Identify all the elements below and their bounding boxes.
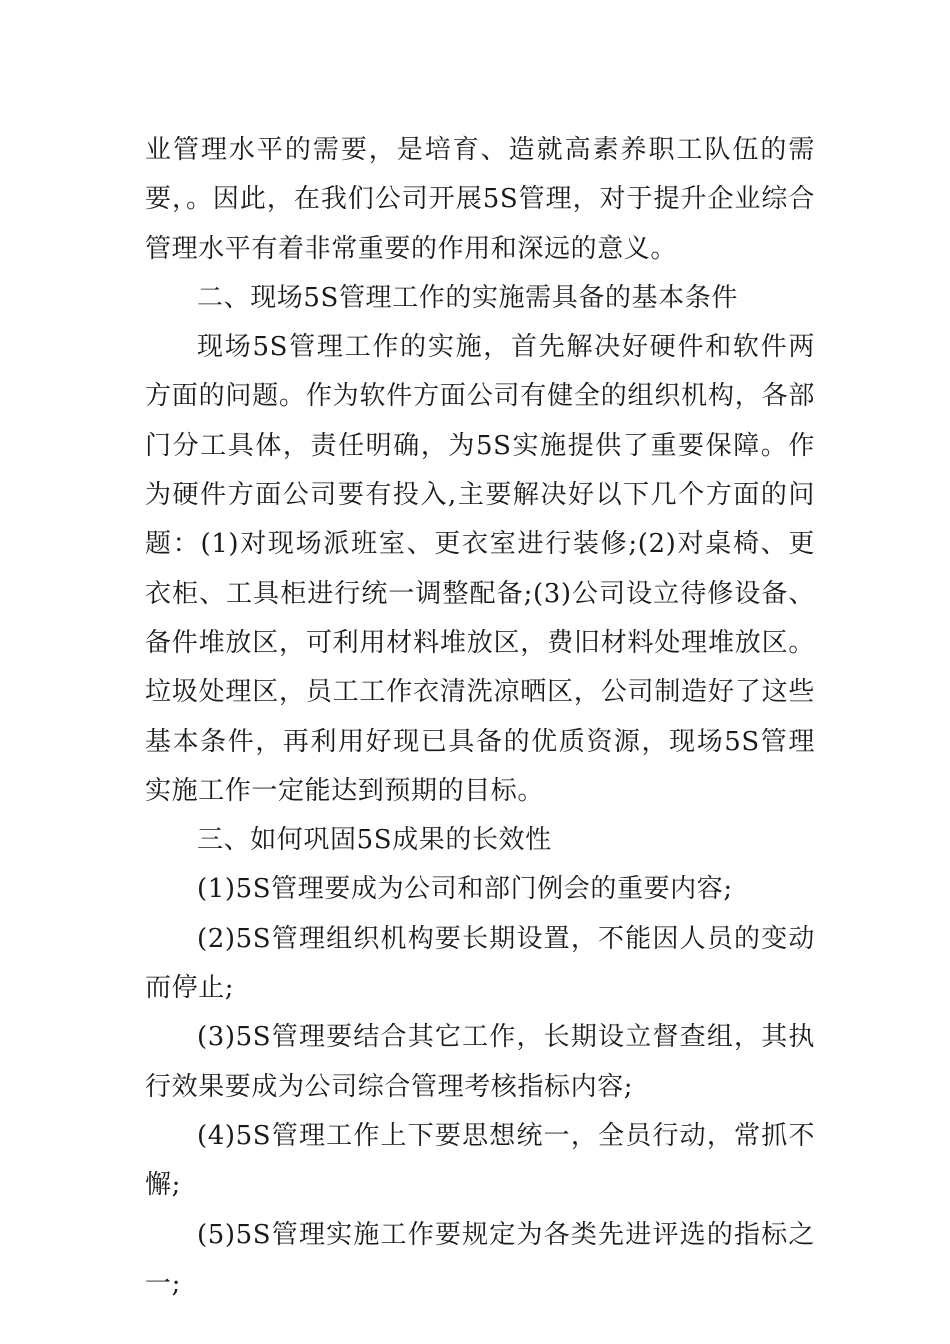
list-item-5: (5)5S管理实施工作要规定为各类先进评选的指标之一; (145, 1219, 815, 1299)
document-body (145, 126, 815, 1309)
list-item-1: (1)5S管理要成为公司和部门例会的重要内容; (197, 874, 733, 905)
list-item-3: (3)5S管理要结合其它工作，长期设立督查组，其执行效果要成为公司综合管理考核指标内容; (145, 1022, 815, 1102)
paragraph-continuation: 业管理水平的需要，是培育、造就高素养职工队伍的需要，。因此，在我们公司开展5S管理，对于提升企业综合管理水平有着非常重要的作用和深远的意义。 (145, 135, 815, 264)
section-heading-three: 三、如何巩固5S成果的长效性 (197, 825, 552, 856)
list-item-2: (2)5S管理组织机构要长期设置，不能因人员的变动而停止; (145, 923, 815, 1004)
section-heading-two: 二、现场5S管理工作的实施需具备的基本条件 (197, 282, 738, 313)
list-item-4: (4)5S管理工作上下要思想统一，全员行动，常抓不懈; (145, 1120, 815, 1201)
paragraph-conditions: 现场5S管理工作的实施，首先解决好硬件和软件两方面的问题。作为软件方面公司有健全的组织机构，各部门分工具体，责任明确，为5S实施提供了重要保障。作为硬件方面公司要有投入,主要解决好以下几个方面的问题：(1)对现场派班室、更衣室进行装修;(2)对桌椅、更衣柜、工具柜进行统一调整配备;(3)公司设立待修设备、备件堆放区，可利用材料堆放区，费旧材料处理堆放区。垃圾处理区，员工工作衣清洗凉晒区，公司制造好了这些基本条件，再利用好现已具备的优质资源，现场5S管理实施工作一定能达到预期的目标。 (145, 332, 815, 806)
